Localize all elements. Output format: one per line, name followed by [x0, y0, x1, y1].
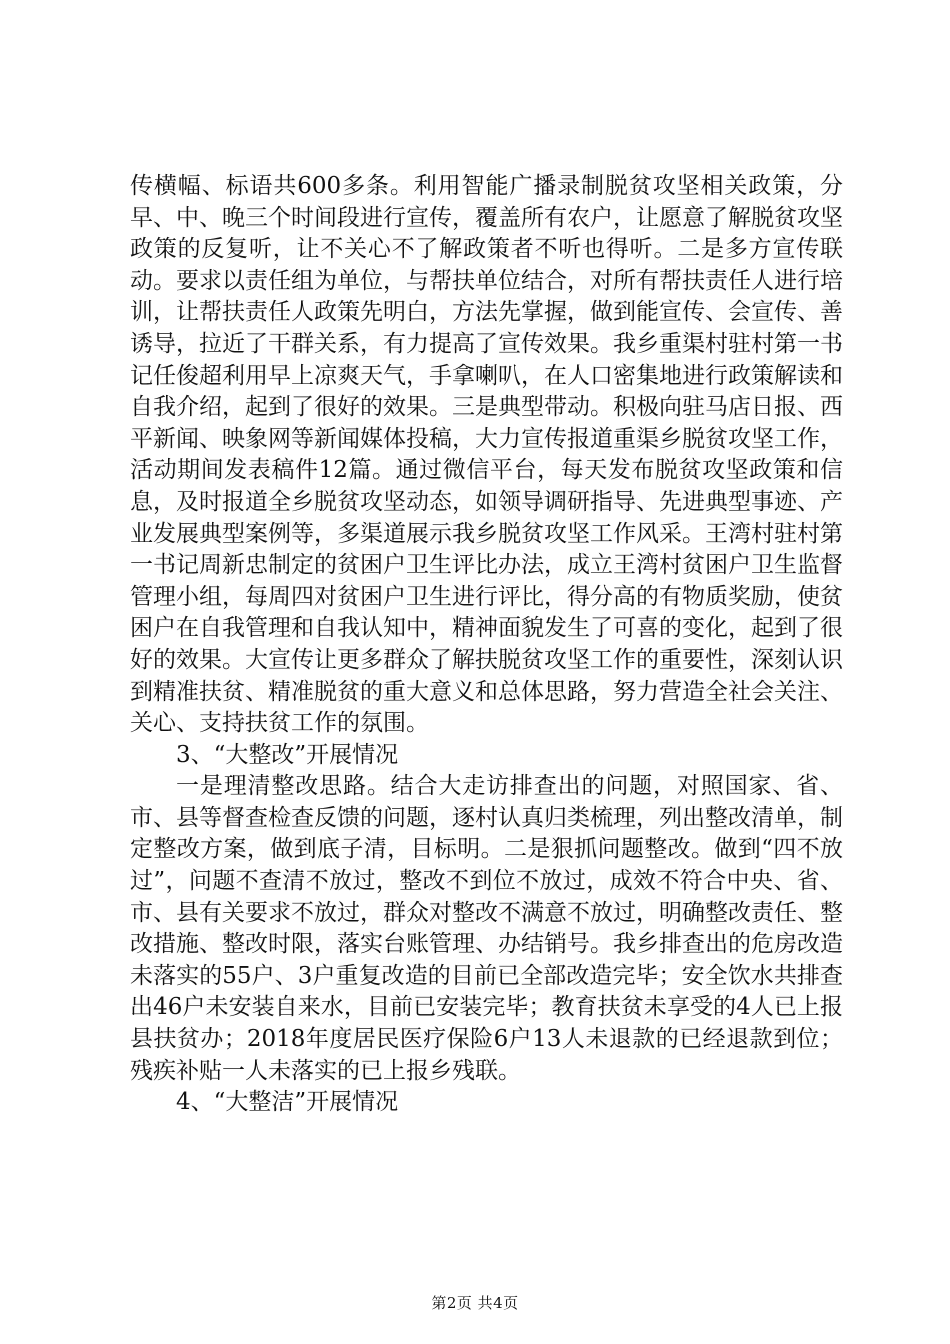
paragraph-continued: 传横幅、标语共600多条。利用智能广播录制脱贫攻坚相关政策，分早、中、晚三个时间段进行宣传，覆盖所有农户，让愿意了解脱贫攻坚政策的反复听，让不关心不了解政策者不听也得听。二是多方宣传联动。要求以责任组为单位，与帮扶单位结合，对所有帮扶责任人进行培训，让帮扶责任人政策先明白，方法先掌握，做到能宣传、会宣传、善诱导，拉近了干群关系，有力提高了宣传效果。我乡重渠村驻村第一书记任俊超利用早上凉爽天气，手拿喇叭，在人口密集地进行政策解读和自我介绍，起到了很好的效果。三是典型带动。积极向驻马店日报、西平新闻、映象网等新闻媒体投稿，大力宣传报道重渠乡脱贫攻坚工作，活动期间发表稿件12篇。通过微信平台，每天发布脱贫攻坚政策和信息，及时报道全乡脱贫攻坚动态，如领导调研指导、先进典型事迹、产业发展典型案例等，多渠道展示我乡脱贫攻坚工作风采。王湾村驻村第一书记周新忠制定的贫困户卫生评比办法，成立王湾村贫困户卫生监督管理小组，每周四对贫困户卫生进行评比，得分高的有物质奖励，使贫困户在自我管理和自我认知中，精神面貌发生了可喜的变化，起到了很好的效果。大宣传让更多群众了解扶脱贫攻坚工作的重要性，深刻认识到精准扶贫、精准脱贫的重大意义和总体思路，努力营造全社会关注、关心、支持扶贫工作的氛围。	[130, 173, 843, 737]
section-heading-4: 4、“大整洁”开展情况	[176, 1089, 399, 1116]
section-heading-3: 3、“大整改”开展情况	[176, 741, 399, 768]
document-body	[130, 171, 843, 1119]
page-number-footer: 第2页 共4页	[431, 1294, 519, 1312]
paragraph-rectification: 一是理清整改思路。结合大走访排查出的问题，对照国家、省、市、县等督查检查反馈的问题，逐村认真归类梳理，列出整改清单，制定整改方案，做到底子清，目标明。二是狠抓问题整改。做到“四不放过”，问题不查清不放过，整改不到位不放过，成效不符合中央、省、市、县有关要求不放过，群众对整改不满意不放过，明确整改责任、整改措施、整改时限，落实台账管理、办结销号。我乡排查出的危房改造未落实的55户、3户重复改造的目前已全部改造完毕；安全饮水共排查出46户未安装自来水，目前已安装完毕；教育扶贫未享受的4人已上报县扶贫办；2018年度居民医疗保险6户13人未退款的已经退款到位；残疾补贴一人未落实的已上报乡残联。	[130, 773, 843, 1084]
